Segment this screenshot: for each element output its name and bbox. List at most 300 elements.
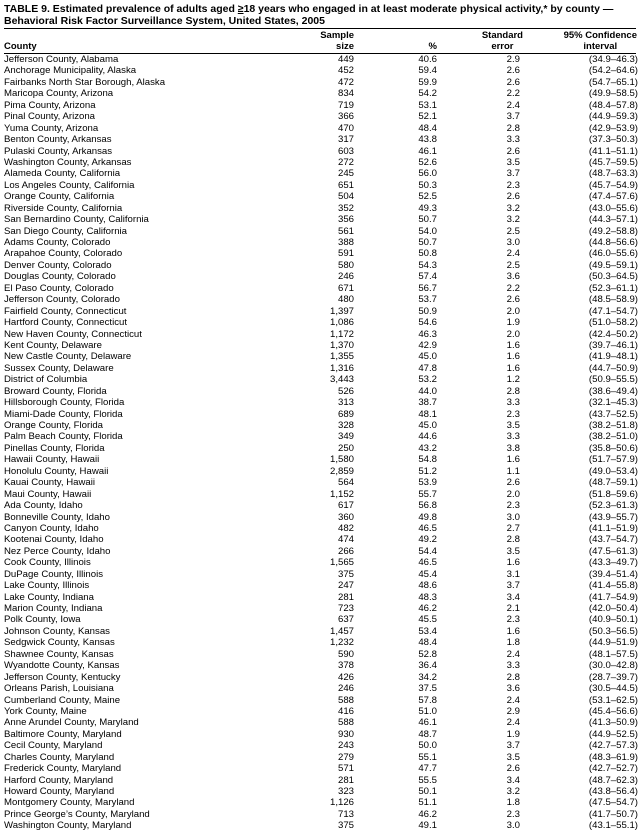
percent-cell: 45.0 xyxy=(418,420,437,431)
county-cell: Orleans Parish, Louisiana xyxy=(4,683,114,695)
sample-size-cell: 617 xyxy=(337,500,354,512)
table-row xyxy=(0,569,640,580)
confidence-interval-cell: (44.9–59.3) xyxy=(588,111,638,123)
sample-size-cell: 1,457 xyxy=(329,625,354,637)
confidence-interval-cell: (41.9–48.1) xyxy=(588,351,638,363)
table-row xyxy=(0,740,640,751)
standard-error-cell: 2.8 xyxy=(506,385,520,397)
sample-size-cell: 426 xyxy=(337,671,354,683)
sample-size-cell: 1,565 xyxy=(329,557,354,569)
standard-error-cell: 2.0 xyxy=(506,328,520,340)
percent-cell: 53.4 xyxy=(418,625,437,637)
sample-size-cell: 313 xyxy=(337,397,354,409)
sample-size-cell: 689 xyxy=(337,408,354,420)
sample-size-cell: 375 xyxy=(337,820,354,832)
sample-size-cell: 588 xyxy=(337,694,354,706)
table-row xyxy=(0,477,640,488)
table-row xyxy=(0,546,640,557)
header-sample-line1: Sample xyxy=(320,30,354,41)
sample-size-cell: 504 xyxy=(337,191,354,203)
confidence-interval-cell: (41.3–50.9) xyxy=(588,717,638,729)
table-row xyxy=(0,660,640,671)
table-row xyxy=(0,523,640,534)
table-row xyxy=(0,809,640,820)
table-row xyxy=(0,168,640,179)
table-row xyxy=(0,592,640,603)
sample-size-cell: 671 xyxy=(337,282,354,294)
sample-size-cell: 356 xyxy=(337,214,354,226)
standard-error-cell: 1.9 xyxy=(506,728,520,740)
county-cell: Montgomery County, Maryland xyxy=(4,797,135,809)
sample-size-cell: 591 xyxy=(337,248,354,260)
percent-cell: 57.4 xyxy=(418,271,437,283)
county-cell: San Bernardino County, California xyxy=(4,214,149,226)
table-row xyxy=(0,340,640,351)
sample-size-cell: 1,316 xyxy=(329,362,354,374)
header-top-rule xyxy=(4,28,636,29)
sample-size-cell: 930 xyxy=(337,728,354,740)
table-row xyxy=(0,443,640,454)
table-row xyxy=(0,134,640,145)
standard-error-cell: 3.0 xyxy=(506,237,520,248)
table-row xyxy=(0,466,640,477)
standard-error-cell: 1.2 xyxy=(506,374,520,386)
standard-error-cell: 2.8 xyxy=(506,534,520,546)
standard-error-cell: 1.1 xyxy=(506,465,520,477)
title-prefix: TABLE 9. Estimated prevalence of adults aged xyxy=(4,3,238,15)
percent-cell: 50.9 xyxy=(418,305,437,317)
sample-size-cell: 603 xyxy=(337,145,354,157)
percent-cell: 52.8 xyxy=(418,648,437,660)
confidence-interval-cell: (48.5–58.9) xyxy=(588,294,638,306)
standard-error-cell: 1.6 xyxy=(506,454,520,466)
county-cell: Wyandotte County, Kansas xyxy=(4,660,120,672)
sample-size-cell: 561 xyxy=(337,225,354,237)
county-cell: Bonneville County, Idaho xyxy=(4,511,110,523)
sample-size-cell: 651 xyxy=(337,179,354,191)
confidence-interval-cell: (49.9–58.5) xyxy=(588,88,638,100)
standard-error-cell: 1.6 xyxy=(506,339,520,351)
standard-error-cell: 2.8 xyxy=(506,671,520,683)
county-cell: Honolulu County, Hawaii xyxy=(4,465,109,477)
table-row xyxy=(0,294,640,305)
percent-cell: 50.3 xyxy=(418,179,437,191)
confidence-interval-cell: (38.2–51.8) xyxy=(588,420,638,431)
confidence-interval-cell: (48.7–63.3) xyxy=(588,168,638,180)
standard-error-cell: 3.2 xyxy=(506,214,520,226)
standard-error-cell: 2.4 xyxy=(506,694,520,706)
standard-error-cell: 3.4 xyxy=(506,774,520,786)
standard-error-cell: 1.6 xyxy=(506,351,520,363)
percent-cell: 54.8 xyxy=(418,454,437,466)
standard-error-cell: 3.7 xyxy=(506,111,520,123)
county-cell: Jefferson County, Colorado xyxy=(4,294,120,306)
confidence-interval-cell: (52.3–61.1) xyxy=(588,282,638,294)
table-row xyxy=(0,329,640,340)
percent-cell: 50.7 xyxy=(418,214,437,226)
sample-size-cell: 637 xyxy=(337,614,354,626)
sample-size-cell: 472 xyxy=(337,76,354,88)
table-row xyxy=(0,88,640,99)
percent-cell: 56.0 xyxy=(418,168,437,180)
percent-cell: 46.1 xyxy=(418,145,437,157)
county-cell: Orange County, Florida xyxy=(4,420,104,431)
sample-size-cell: 1,126 xyxy=(329,797,354,809)
confidence-interval-cell: (45.7–54.9) xyxy=(588,179,638,191)
standard-error-cell: 3.0 xyxy=(506,820,520,832)
confidence-interval-cell: (30.5–44.5) xyxy=(588,683,638,695)
county-cell: Jefferson County, Kentucky xyxy=(4,671,121,683)
confidence-interval-cell: (49.5–59.1) xyxy=(588,259,638,271)
county-cell: Hillsborough County, Florida xyxy=(4,397,125,409)
confidence-interval-cell: (43.1–55.1) xyxy=(588,820,638,832)
percent-cell: 52.1 xyxy=(418,111,437,123)
percent-cell: 38.7 xyxy=(418,397,437,409)
standard-error-cell: 1.8 xyxy=(506,637,520,649)
percent-cell: 50.8 xyxy=(418,248,437,260)
table-row xyxy=(0,695,640,706)
county-cell: Kootenai County, Idaho xyxy=(4,534,104,546)
confidence-interval-cell: (44.9–52.5) xyxy=(588,728,638,740)
percent-cell: 46.2 xyxy=(418,808,437,820)
standard-error-cell: 2.6 xyxy=(506,65,520,77)
standard-error-cell: 2.8 xyxy=(506,122,520,134)
percent-cell: 50.1 xyxy=(418,786,437,797)
sample-size-cell: 1,397 xyxy=(329,305,354,317)
percent-cell: 46.5 xyxy=(418,557,437,569)
county-cell: York County, Maine xyxy=(4,705,87,717)
table-row xyxy=(0,65,640,76)
county-cell: Fairbanks North Star Borough, Alaska xyxy=(4,76,166,88)
sample-size-cell: 375 xyxy=(337,568,354,580)
sample-size-cell: 279 xyxy=(337,751,354,763)
table-row xyxy=(0,226,640,237)
standard-error-cell: 3.5 xyxy=(506,545,520,557)
confidence-interval-cell: (43.0–55.6) xyxy=(588,202,638,214)
standard-error-cell: 1.6 xyxy=(506,557,520,569)
table-row xyxy=(0,397,640,408)
confidence-interval-cell: (48.3–61.9) xyxy=(588,751,638,763)
confidence-interval-cell: (51.7–57.9) xyxy=(588,454,638,466)
sample-size-cell: 719 xyxy=(337,99,354,111)
county-cell: Arapahoe County, Colorado xyxy=(4,248,123,260)
percent-cell: 45.5 xyxy=(418,614,437,626)
percent-cell: 34.2 xyxy=(418,671,437,683)
standard-error-cell: 2.4 xyxy=(506,248,520,260)
sample-size-cell: 250 xyxy=(337,442,354,454)
sample-size-cell: 266 xyxy=(337,545,354,557)
percent-cell: 46.5 xyxy=(418,522,437,534)
confidence-interval-cell: (45.7–59.5) xyxy=(588,156,638,168)
county-cell: Harford County, Maryland xyxy=(4,774,114,786)
confidence-interval-cell: (41.1–51.9) xyxy=(588,522,638,534)
percent-cell: 54.3 xyxy=(418,259,437,271)
standard-error-cell: 2.6 xyxy=(506,763,520,775)
standard-error-cell: 3.6 xyxy=(506,683,520,695)
percent-cell: 48.6 xyxy=(418,580,437,592)
standard-error-cell: 3.7 xyxy=(506,580,520,592)
sample-size-cell: 281 xyxy=(337,591,354,603)
standard-error-cell: 2.6 xyxy=(506,477,520,489)
sample-size-cell: 590 xyxy=(337,648,354,660)
table-row xyxy=(0,386,640,397)
percent-cell: 50.7 xyxy=(418,237,437,248)
percent-cell: 55.1 xyxy=(418,751,437,763)
sample-size-cell: 246 xyxy=(337,271,354,283)
confidence-interval-cell: (34.9–46.3) xyxy=(588,54,638,65)
sample-size-cell: 449 xyxy=(337,54,354,65)
standard-error-cell: 3.5 xyxy=(506,751,520,763)
confidence-interval-cell: (42.9–53.9) xyxy=(588,122,638,134)
table-row xyxy=(0,271,640,282)
county-cell: Broward County, Florida xyxy=(4,385,107,397)
percent-cell: 48.7 xyxy=(418,728,437,740)
county-cell: Polk County, Iowa xyxy=(4,614,81,626)
county-cell: Charles County, Maryland xyxy=(4,751,115,763)
table-row xyxy=(0,260,640,271)
percent-cell: 42.9 xyxy=(418,339,437,351)
standard-error-cell: 2.0 xyxy=(506,305,520,317)
sample-size-cell: 1,152 xyxy=(329,488,354,500)
percent-cell: 43.8 xyxy=(418,134,437,146)
header-se-line1: Standard xyxy=(481,30,523,41)
table-row xyxy=(0,111,640,122)
confidence-interval-cell: (43.7–54.7) xyxy=(588,534,638,546)
percent-cell: 37.5 xyxy=(418,683,437,695)
confidence-interval-cell: (44.8–56.6) xyxy=(588,237,638,248)
county-cell: Washington County, Maryland xyxy=(4,820,132,832)
table-row xyxy=(0,512,640,523)
county-cell: Denver County, Colorado xyxy=(4,259,112,271)
standard-error-cell: 2.1 xyxy=(506,603,520,614)
county-cell: Prince George’s County, Maryland xyxy=(4,808,150,820)
title-ge-symbol: ≥ xyxy=(237,3,244,15)
confidence-interval-cell: (49.0–53.4) xyxy=(588,465,638,477)
percent-cell: 48.4 xyxy=(418,637,437,649)
confidence-interval-cell: (47.5–61.3) xyxy=(588,545,638,557)
sample-size-cell: 1,172 xyxy=(329,328,354,340)
confidence-interval-cell: (43.3–49.7) xyxy=(588,557,638,569)
percent-cell: 53.2 xyxy=(418,374,437,386)
confidence-interval-cell: (48.7–62.3) xyxy=(588,774,638,786)
header-sample-line2: size xyxy=(336,41,354,52)
sample-size-cell: 588 xyxy=(337,717,354,729)
percent-cell: 48.1 xyxy=(418,408,437,420)
standard-error-cell: 3.1 xyxy=(506,568,520,580)
percent-cell: 46.3 xyxy=(418,328,437,340)
confidence-interval-cell: (41.7–50.7) xyxy=(588,808,638,820)
sample-size-cell: 243 xyxy=(337,740,354,752)
standard-error-cell: 3.3 xyxy=(506,431,520,443)
table-row xyxy=(0,637,640,648)
percent-cell: 50.0 xyxy=(418,740,437,752)
percent-cell: 48.3 xyxy=(418,591,437,603)
county-cell: Hartford County, Connecticut xyxy=(4,317,127,329)
confidence-interval-cell: (46.0–55.6) xyxy=(588,248,638,260)
standard-error-cell: 2.6 xyxy=(506,76,520,88)
sample-size-cell: 349 xyxy=(337,431,354,443)
confidence-interval-cell: (30.0–42.8) xyxy=(588,660,638,672)
sample-size-cell: 317 xyxy=(337,134,354,146)
confidence-interval-cell: (42.7–57.3) xyxy=(588,740,638,752)
confidence-interval-cell: (42.7–52.7) xyxy=(588,763,638,775)
sample-size-cell: 245 xyxy=(337,168,354,180)
percent-cell: 54.6 xyxy=(418,317,437,329)
standard-error-cell: 3.3 xyxy=(506,397,520,409)
county-cell: Maui County, Hawaii xyxy=(4,488,92,500)
sample-size-cell: 526 xyxy=(337,385,354,397)
county-cell: DuPage County, Illinois xyxy=(4,568,104,580)
confidence-interval-cell: (50.9–55.5) xyxy=(588,374,638,386)
confidence-interval-cell: (49.2–58.8) xyxy=(588,225,638,237)
county-cell: Adams County, Colorado xyxy=(4,237,111,248)
standard-error-cell: 3.3 xyxy=(506,660,520,672)
confidence-interval-cell: (41.7–54.9) xyxy=(588,591,638,603)
standard-error-cell: 2.3 xyxy=(506,614,520,626)
table-row xyxy=(0,420,640,431)
table-title xyxy=(4,3,636,27)
confidence-interval-cell: (47.4–57.6) xyxy=(588,191,638,203)
percent-cell: 45.0 xyxy=(418,351,437,363)
standard-error-cell: 2.3 xyxy=(506,179,520,191)
percent-cell: 56.7 xyxy=(418,282,437,294)
county-cell: Los Angeles County, California xyxy=(4,179,135,191)
standard-error-cell: 2.2 xyxy=(506,282,520,294)
confidence-interval-cell: (43.7–52.5) xyxy=(588,408,638,420)
standard-error-cell: 2.0 xyxy=(506,488,520,500)
header-ci-line2: interval xyxy=(583,41,618,52)
percent-cell: 54.4 xyxy=(418,545,437,557)
standard-error-cell: 2.6 xyxy=(506,294,520,306)
percent-cell: 44.6 xyxy=(418,431,437,443)
percent-cell: 59.9 xyxy=(418,76,437,88)
county-cell: Miami-Dade County, Florida xyxy=(4,408,123,420)
percent-cell: 43.2 xyxy=(418,442,437,454)
standard-error-cell: 3.3 xyxy=(506,134,520,146)
standard-error-cell: 2.7 xyxy=(506,522,520,534)
standard-error-cell: 2.6 xyxy=(506,191,520,203)
percent-cell: 49.3 xyxy=(418,202,437,214)
confidence-interval-cell: (48.1–57.5) xyxy=(588,648,638,660)
percent-cell: 55.5 xyxy=(418,774,437,786)
confidence-interval-cell: (37.3–50.3) xyxy=(588,134,638,146)
table-row xyxy=(0,317,640,328)
sample-size-cell: 713 xyxy=(337,808,354,820)
table-row xyxy=(0,248,640,259)
confidence-interval-cell: (47.5–54.7) xyxy=(588,797,638,809)
sample-size-cell: 247 xyxy=(337,580,354,592)
table-row xyxy=(0,123,640,134)
percent-cell: 51.2 xyxy=(418,465,437,477)
sample-size-cell: 480 xyxy=(337,294,354,306)
county-cell: New Castle County, Delaware xyxy=(4,351,132,363)
county-cell: Kent County, Delaware xyxy=(4,339,102,351)
confidence-interval-cell: (52.3–61.3) xyxy=(588,500,638,512)
county-cell: Canyon County, Idaho xyxy=(4,522,99,534)
table-row xyxy=(0,797,640,808)
percent-cell: 54.0 xyxy=(418,225,437,237)
confidence-interval-cell: (47.1–54.7) xyxy=(588,305,638,317)
percent-cell: 49.1 xyxy=(418,820,437,832)
table-row xyxy=(0,763,640,774)
county-cell: Lake County, Illinois xyxy=(4,580,90,592)
county-cell: Benton County, Arkansas xyxy=(4,134,112,146)
sample-size-cell: 281 xyxy=(337,774,354,786)
percent-cell: 51.0 xyxy=(418,705,437,717)
county-cell: Lake County, Indiana xyxy=(4,591,94,603)
header-sample xyxy=(320,30,354,52)
confidence-interval-cell: (45.4–56.6) xyxy=(588,705,638,717)
county-cell: Orange County, California xyxy=(4,191,115,203)
table-row xyxy=(0,500,640,511)
table-row xyxy=(0,374,640,385)
header-percent: % xyxy=(428,41,437,52)
table-row xyxy=(0,614,640,625)
table-row xyxy=(0,683,640,694)
county-cell: Marion County, Indiana xyxy=(4,603,103,614)
confidence-interval-cell: (51.0–58.2) xyxy=(588,317,638,329)
confidence-interval-cell: (42.4–50.2) xyxy=(588,328,638,340)
table-row xyxy=(0,820,640,831)
table-row xyxy=(0,557,640,568)
table-row xyxy=(0,363,640,374)
table-row xyxy=(0,54,640,65)
table-body xyxy=(0,54,640,832)
standard-error-cell: 2.2 xyxy=(506,88,520,100)
table-row xyxy=(0,775,640,786)
sample-size-cell: 452 xyxy=(337,65,354,77)
table-row xyxy=(0,454,640,465)
sample-size-cell: 571 xyxy=(337,763,354,775)
confidence-interval-cell: (48.4–57.8) xyxy=(588,99,638,111)
county-cell: Palm Beach County, Florida xyxy=(4,431,123,443)
standard-error-cell: 2.3 xyxy=(506,808,520,820)
percent-cell: 46.1 xyxy=(418,717,437,729)
confidence-interval-cell: (39.7–46.1) xyxy=(588,339,638,351)
percent-cell: 47.7 xyxy=(418,763,437,775)
sample-size-cell: 474 xyxy=(337,534,354,546)
confidence-interval-cell: (44.3–57.1) xyxy=(588,214,638,226)
county-cell: Yuma County, Arizona xyxy=(4,122,99,134)
sample-size-cell: 323 xyxy=(337,786,354,797)
percent-cell: 52.6 xyxy=(418,156,437,168)
confidence-interval-cell: (28.7–39.7) xyxy=(588,671,638,683)
county-cell: Cumberland County, Maine xyxy=(4,694,121,706)
table-row xyxy=(0,157,640,168)
county-cell: Washington County, Arkansas xyxy=(4,156,132,168)
county-cell: Anne Arundel County, Maryland xyxy=(4,717,139,729)
percent-cell: 56.8 xyxy=(418,500,437,512)
confidence-interval-cell: (43.9–55.7) xyxy=(588,511,638,523)
sample-size-cell: 360 xyxy=(337,511,354,523)
table-row xyxy=(0,203,640,214)
standard-error-cell: 1.8 xyxy=(506,797,520,809)
table-row xyxy=(0,431,640,442)
county-cell: Sussex County, Delaware xyxy=(4,362,114,374)
percent-cell: 45.4 xyxy=(418,568,437,580)
county-cell: Jefferson County, Alabama xyxy=(4,54,119,65)
county-cell: Howard County, Maryland xyxy=(4,786,115,797)
sample-size-cell: 1,355 xyxy=(329,351,354,363)
county-cell: Pulaski County, Arkansas xyxy=(4,145,113,157)
confidence-interval-cell: (32.1–45.3) xyxy=(588,397,638,409)
table-row xyxy=(0,786,640,797)
county-cell: Kauai County, Hawaii xyxy=(4,477,96,489)
county-cell: Alameda County, California xyxy=(4,168,121,180)
sample-size-cell: 352 xyxy=(337,202,354,214)
county-cell: Douglas County, Colorado xyxy=(4,271,116,283)
table-row xyxy=(0,706,640,717)
